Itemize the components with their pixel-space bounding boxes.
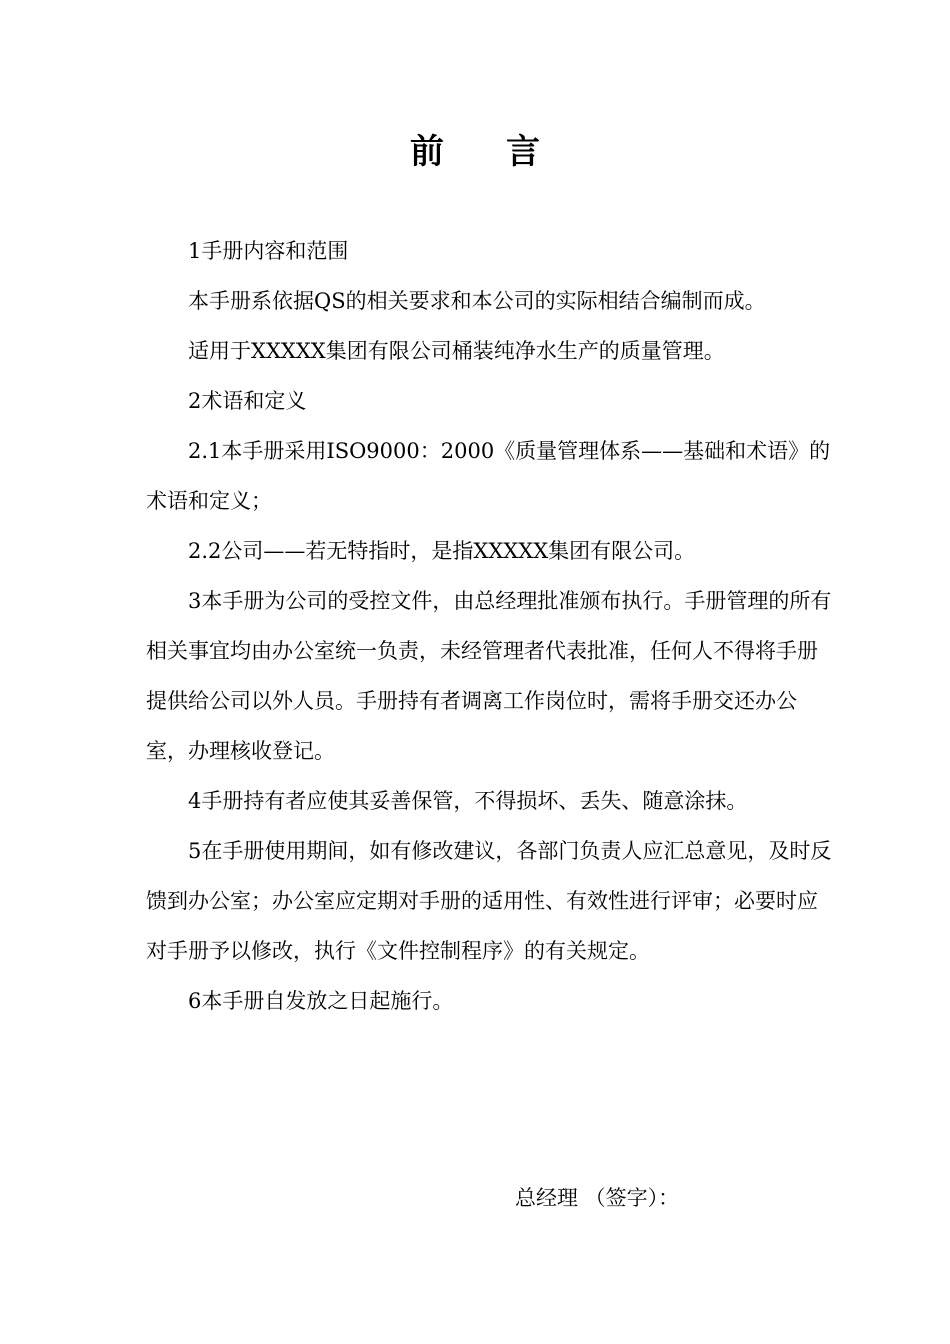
paragraph-basis: 本手册系依据QS的相关要求和本公司的实际相结合编制而成。	[188, 289, 766, 313]
page-title: 前言	[410, 132, 602, 172]
paragraph-applicability: 适用于XXXXX集团有限公司桶装纯净水生产的质量管理。	[188, 339, 725, 363]
paragraph-term-2-2: 2.2公司——若无特指时，是指XXXXX集团有限公司。	[188, 539, 696, 563]
section-heading-terms: 2术语和定义	[188, 389, 307, 413]
document-body	[146, 226, 834, 1026]
section-heading-scope: 1手册内容和范围	[188, 239, 349, 263]
paragraph-effective-date: 6本手册自发放之日起施行。	[188, 989, 454, 1013]
paragraph-term-2-1: 2.1本手册采用ISO9000：2000《质量管理体系——基础和术语》的术语和定义；	[146, 439, 831, 513]
paragraph-revision: 5在手册使用期间，如有修改建议，各部门负责人应汇总意见，及时反馈到办公室；办公室应定期对手册的适用性、有效性进行评审；必要时应对手册予以修改，执行《文件控制程序》的有关规定。	[146, 839, 832, 963]
paragraph-holder-duty: 4手册持有者应使其妥善保管，不得损坏、丢失、随意涂抹。	[188, 789, 748, 813]
signature-label: 总经理 （签字）：	[515, 1186, 680, 1210]
paragraph-controlled-document: 3本手册为公司的受控文件，由总经理批准颁布执行。手册管理的所有相关事宜均由办公室统一负责，未经管理者代表批准，任何人不得将手册提供给公司以外人员。手册持有者调离工作岗位时，需将手册交还办公室，办理核收登记。	[146, 589, 832, 763]
